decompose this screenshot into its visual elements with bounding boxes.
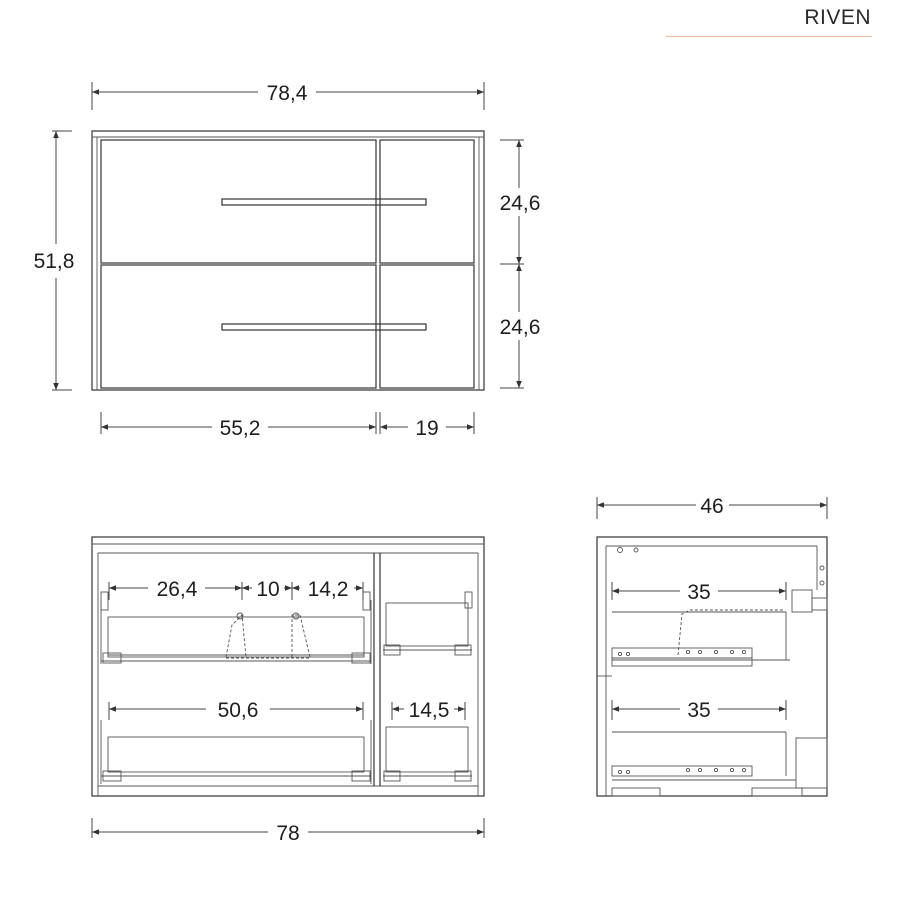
- label-front-overall-width: 78,4: [266, 82, 308, 105]
- front-drawer-bottom-left: [101, 265, 376, 388]
- dim-internal-overall-width: [92, 818, 484, 845]
- dim-side-top-drawer: [612, 581, 786, 604]
- label-front-overall-height: 51,8: [33, 250, 75, 273]
- side-view: [597, 495, 827, 796]
- label-bottom-left-width: 50,6: [217, 699, 259, 722]
- drawer-box-bottom-right: [383, 727, 472, 781]
- front-drawer-bottom-right: [380, 265, 474, 388]
- dim-internal-right: [392, 699, 465, 722]
- drawer-box-top-right: [383, 592, 472, 655]
- side-drawer-bottom: [612, 732, 827, 796]
- dim-side-overall-depth: [597, 495, 827, 519]
- label-right-drawer-width: 14,5: [408, 699, 450, 722]
- label-top-left-part2: 14,2: [307, 578, 349, 601]
- front-drawer-top-left: [101, 140, 376, 263]
- label-side-overall-depth: 46: [700, 495, 724, 518]
- drawer-box-bottom-left: [101, 720, 371, 784]
- internal-view: [92, 537, 484, 845]
- label-internal-overall-width: 78: [276, 822, 300, 845]
- label-top-left-part1: 26,4: [156, 578, 198, 601]
- dim-front-section-widths: [101, 412, 474, 440]
- dim-internal-bottom-left: [109, 699, 363, 722]
- label-drawer-height-top: 24,6: [499, 192, 541, 215]
- dim-front-overall-width: [92, 82, 484, 110]
- label-side-bottom-drawer-depth: 35: [687, 699, 711, 722]
- dim-internal-top-left: [109, 578, 363, 601]
- dim-side-bottom-drawer: [612, 699, 786, 722]
- front-view: [34, 82, 541, 440]
- drawer-box-top-left: [101, 592, 371, 664]
- side-drawer-top: [612, 590, 827, 666]
- handle-top: [222, 199, 426, 205]
- label-top-left-gap: 10: [256, 578, 280, 601]
- brand-name: RIVEN: [804, 6, 871, 29]
- front-drawer-top-right: [380, 140, 474, 263]
- label-drawer-height-bottom: 24,6: [499, 316, 541, 339]
- dim-front-overall-height: [34, 131, 75, 390]
- handle-bottom: [222, 324, 426, 330]
- label-right-section-width: 19: [415, 417, 439, 440]
- label-left-section-width: 55,2: [219, 417, 261, 440]
- label-side-top-drawer-depth: 35: [687, 581, 711, 604]
- dim-front-drawer-heights: [500, 140, 541, 388]
